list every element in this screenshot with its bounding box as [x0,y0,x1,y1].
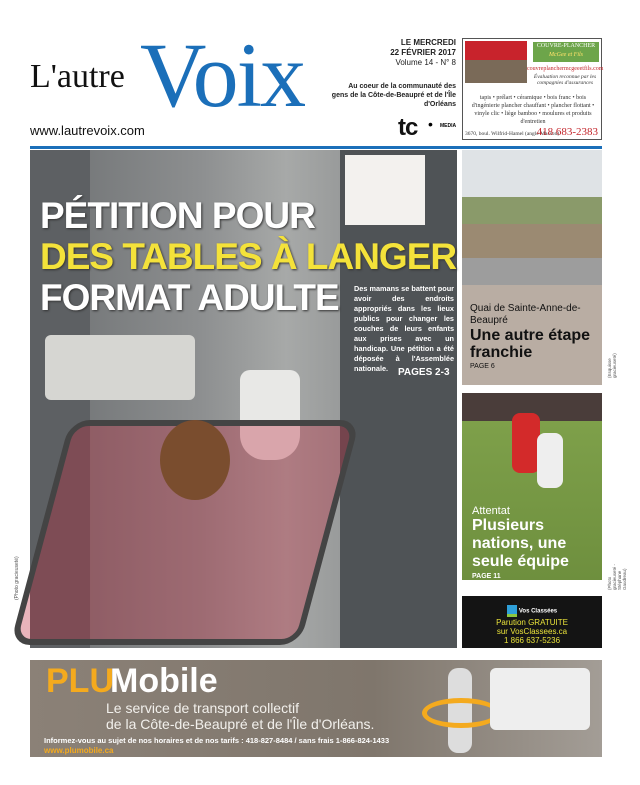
issue-day: LE MERCREDI [400,38,456,47]
changing-table [45,335,195,400]
child [160,420,230,500]
speech-bubble-icon [507,605,517,617]
issue-date: 22 FÉVRIER 2017 [390,48,456,57]
logo-lautre: L'autre [30,58,125,95]
ad-eval: Évaluation reconnue par les compagnies d'assurances [533,74,597,86]
story-page: PAGE 11 [472,573,501,580]
vos-line2: sur VosClassees.ca [496,627,568,636]
issue-volume: Volume 14 - N° 8 [395,58,456,67]
plu-slogan [106,700,374,732]
ad-address: 3670, boul. Wilfrid-Hamel (angle Masson) [465,131,560,137]
main-lede: Des mamans se battent pour avoir des endroits appropriés dans les lieux publics pour changer les couches de leurs enfants aux prises avec un handicap. Une pétition a été déposée à l'Assemblée nationale. [354,284,454,373]
publisher-sub: MEDIA [440,123,457,129]
issue-info [340,38,456,68]
ad-phone: 418 683-2383 [536,126,598,138]
ad-site: couvreplanchermcgeeetfils.com [527,66,604,72]
plu-logo: PLU [46,662,114,700]
plu-url[interactable]: www.plumobile.ca [44,746,114,755]
headline-line-3: FORMAT ADULTE [40,277,339,318]
story-title: Une autre étape franchie [470,327,591,361]
story-page: PAGE 6 [470,363,495,370]
vos-line1: Parution GRATUITE [496,618,568,627]
ad-brand-name: COUVRE-PLANCHER [536,43,596,49]
ad-photo [465,41,527,83]
headline-line-2: DES TABLES À LANGER [40,236,457,277]
changing-sign [345,155,425,225]
photo-credit: (Esquisse gracieuseté) [607,353,617,378]
publisher-logo: tc [398,114,418,141]
bus [490,668,590,730]
plu-slogan-2: de la Côte-de-Beaupré et de l'Île d'Orléans. [106,716,375,732]
plu-info: Informez-vous au sujet de nos horaires et de nos tarifs : 418-827-8484 / sans frais 1-866-824-1433 [44,736,390,745]
quai-sketch[interactable] [462,150,602,285]
headline-line-1: PÉTITION POUR [40,195,315,236]
story-kicker: Attentat [472,505,510,517]
logo-voix: Voix [140,24,305,126]
plumobile-ad[interactable] [30,660,602,757]
ad-brand [533,42,599,62]
plu-slogan-1: Le service de transport collectif [106,700,299,716]
side-story-quai[interactable] [462,285,602,385]
ad-products: tapis • prélart • céramique • bois franc • bois d'ingénierie plancher chauffant • plancher flottant • vinyle clic • liège bamboo • moulures et produits d'entretien [471,95,595,125]
vos-brand: Vos Classées [518,609,558,615]
photo-credit: (Photo gracieuseté) [14,556,20,600]
story-title: Plusieurs nations, une seule équipe [472,517,569,570]
tagline: Au coeur de la communauté des gens de la Côte-de-Beaupré et de l'Île d'Orléans [331,83,456,108]
story-kicker: Quai de Sainte-Anne-de-Beaupré [470,303,581,326]
photo-credit: (Photo gracieuseté - Stéphane Gaudreau) [607,563,627,590]
vos-phone: 1 866 637-5236 [503,636,561,645]
main-pages[interactable]: PAGES 2-3 [398,367,450,378]
vos-logo [507,605,557,617]
player-red [512,413,540,473]
site-url[interactable]: www.lautrevoix.com [30,123,145,138]
header-rule [30,146,602,149]
ad-brand-sub: McGee et Fils [549,52,583,58]
player-white [537,433,563,488]
side-story-soccer[interactable] [462,393,602,580]
vos-classees-ad[interactable] [462,596,602,648]
orange-ring [422,698,500,728]
flooring-ad[interactable] [462,38,602,140]
dot-icon: • [428,116,433,132]
plu-name: Mobile [110,662,218,700]
